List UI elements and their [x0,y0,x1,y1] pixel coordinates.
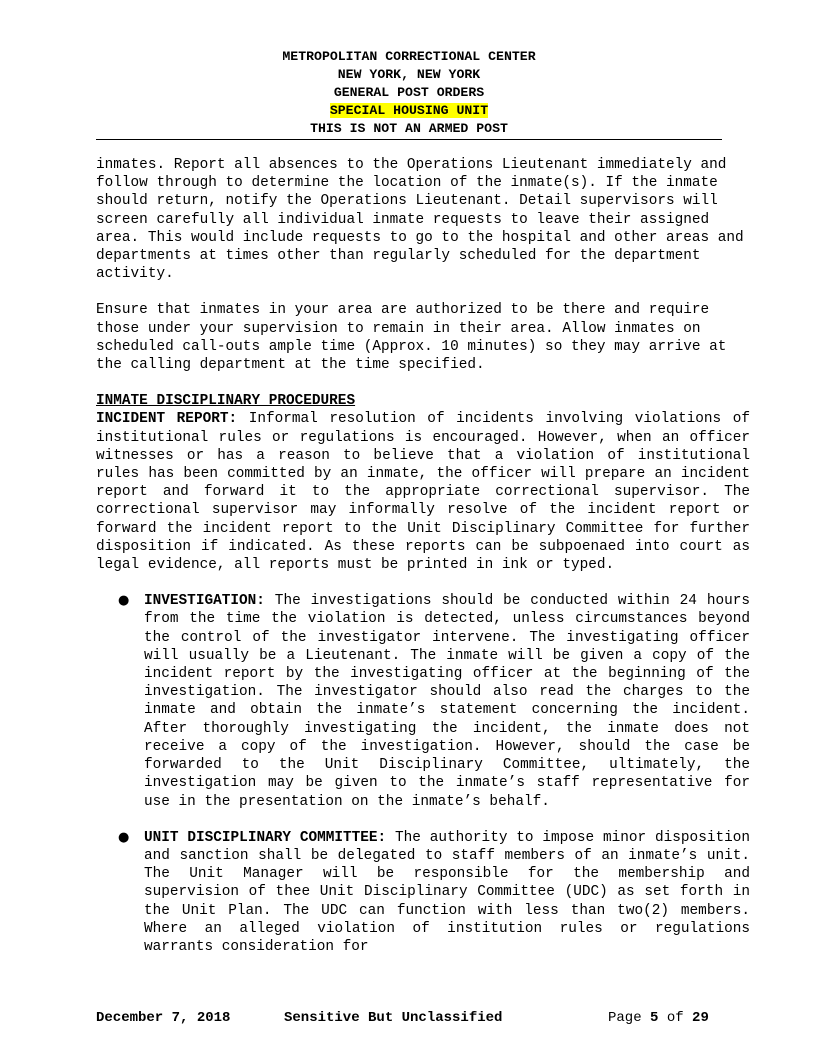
procedure-list [96,592,750,956]
investigation-label: INVESTIGATION: [144,593,265,610]
header-divider [96,139,722,140]
list-item-udc [96,829,750,956]
footer-classification: Sensitive But Unclassified [284,1010,503,1026]
investigation-text: The investigations should be conducted within 24 hours from the time the violation is detected, unless circumstances beyond the control of the investigator intervene. The investigating officer will usually be a Lieutenant. The inmate will be given a copy of the incident report by the investigating officer at the beginning of the investigation. The investigator should also read the charges to the inmate and obtain the inmate’s statement concerning the incident. After thoroughly investigating the incident, the inmate does not receive a copy of the investigation. However, should the case be forwarded to the Unit Disciplinary Committee, ultimately, the investigation may be given to the inmate’s staff representative for use in the presentation on the inmate’s behalf. [144,593,750,810]
list-item-investigation [96,592,750,810]
incident-report-label: INCIDENT REPORT: [96,411,238,428]
page-total: 29 [692,1010,709,1026]
page-header [96,48,722,138]
footer-page-number [608,1009,709,1027]
paragraph-gap [96,574,750,592]
bullet-icon: ● [118,829,130,845]
header-armed-status: THIS IS NOT AN ARMED POST [310,121,508,136]
header-institution: METROPOLITAN CORRECTIONAL CENTER [282,49,536,64]
bullet-icon: ● [118,593,130,609]
page-current: 5 [650,1010,659,1026]
header-location: NEW YORK, NEW YORK [337,67,481,82]
footer-date: December 7, 2018 [96,1010,231,1026]
list-gap [96,811,750,829]
incident-report-text: Informal resolution of incidents involving violations of institutional rules or regulations is encouraged. However, when an officer witnesses or has a reason to believe that a violation of institutional rules has been committed by an inmate, the officer will prepare an incident report and forward it to the appropriate correctional supervisor. The correctional supervisor may informally resolve of the incident report or forward the incident report to the Unit Disciplinary Committee for further disposition if indicated. As these reports can be subpoenaed into court as legal evidence, all reports must be printed in ink or typed. [96,411,750,574]
paragraph-gap [96,283,750,301]
paragraph-gap [96,374,750,392]
of-word: of [666,1010,684,1026]
header-post-highlight: SPECIAL HOUSING UNIT [329,103,489,118]
udc-text: The authority to impose minor disposition and sanction shall be delegated to staff members of an inmate’s unit. The Unit Manager will be responsible for the membership and supervision of thee Unit Disciplinary Committee (UDC) as set forth in the Unit Plan. The UDC can function with less than two(2) members. Where an alleged violation of institution rules or regulations warrants consideration for [144,829,751,955]
section-heading: INMATE DISCIPLINARY PROCEDURES [96,393,356,410]
header-post-name [96,102,722,120]
paragraph-incident-report [96,410,750,574]
header-doc-type: GENERAL POST ORDERS [333,85,485,100]
page-word: Page [608,1010,642,1026]
udc-label: UNIT DISCIPLINARY COMMITTEE: [144,829,387,846]
paragraph-authorization: Ensure that inmates in your area are authorized to be there and require those under your supervision to remain in their area. Allow inmates on scheduled call-outs ample time (Approx. 10 minutes) so they may arrive at the calling department at the time specified. [96,302,727,374]
paragraph-absences: inmates. Report all absences to the Operations Lieutenant immediately and follow through to determine the location of the inmate(s). If the inmate should return, notify the Operations Lieutenant. Detail supervisors will screen carefully all individual inmate requests to leave their assigned area. This would include requests to go to the hospital and other areas and departments at times other than regularly scheduled for the department activity. [96,157,744,283]
document-body [96,156,750,956]
